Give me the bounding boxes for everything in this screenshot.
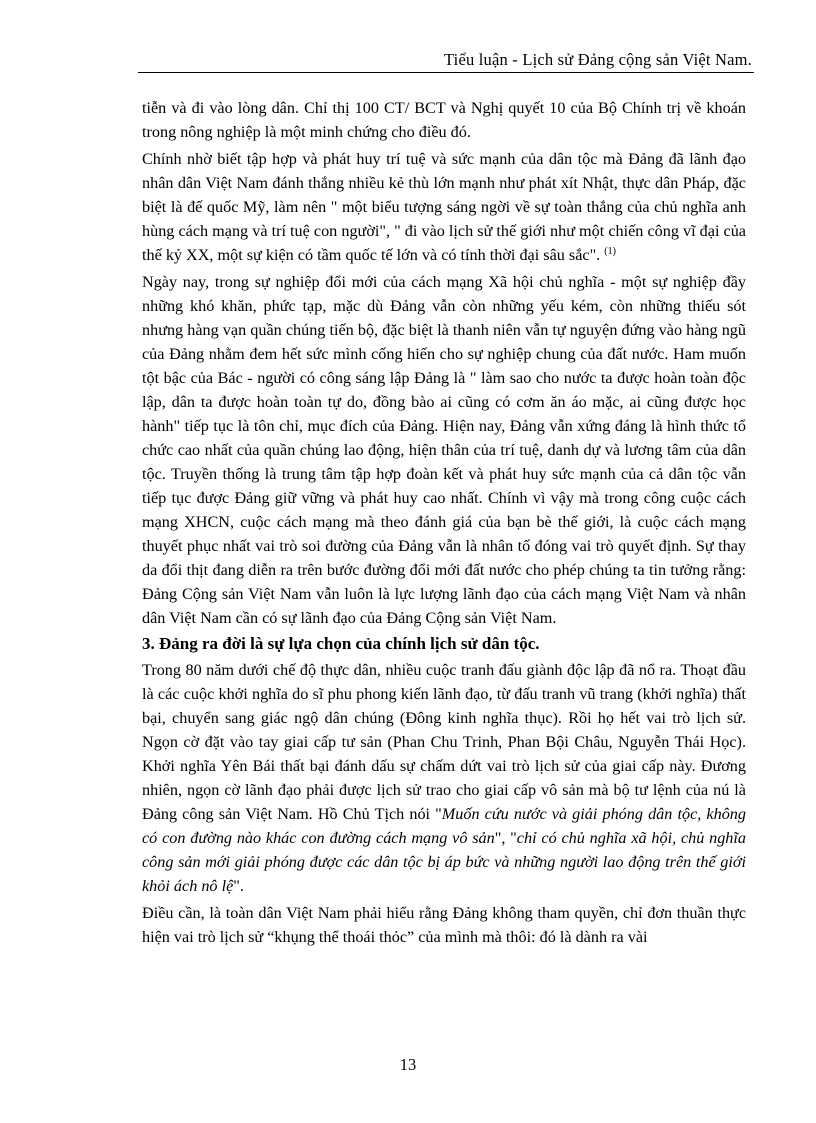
paragraph-1: tiễn và đi vào lòng dân. Chỉ thị 100 CT/ BCT và Nghị quyết 10 của Bộ Chính trị về khoán trong nông nghiệp là một minh chứng cho điều đó. [142,99,746,141]
paragraph-4: Trong 80 năm dưới chế độ thực dân, nhiều cuộc tranh đấu giành độc lập đã nổ ra. Thoạt đầu là các cuộc khởi nghĩa do sĩ phu phong kiến lãnh đạo, từ đấu tranh vũ trang (khởi nghĩa) thất bại, chuyển sang giác ngộ dân chúng (Đông kinh nghĩa thục). Rồi họ hết vai trò lịch sử. Ngọn cờ đặt vào tay giai cấp tư sản (Phan Chu Trinh, Phan Bội Châu, Nguyễn Thái Học). Khởi nghĩa Yên Bái thất bại đánh dấu sự chấm dứt vai trò lịch sử của giai cấp này. Đương nhiên, ngọn cờ lãnh đạo phải được lịch sử trao cho giai cấp vô sản mà bộ tư lệnh của nú là Đảng công sản Việt Nam. Hồ Chủ Tịch nói "Muốn cứu nước và giải phóng dân tộc, không có con đường nào khác con đường cách mạng vô sản", "chỉ có chủ nghĩa xã hội, chủ nghĩa công sản mới giải phóng được các dân tộc bị áp bức và những người lao động trên thế giới khỏi ách nô lệ". [142,661,746,895]
footnote-ref: (1) [604,246,616,257]
section-heading: 3. Đảng ra đời là sự lựa chọn của chính lịch sử dân tộc. [142,634,540,653]
paragraph-2: Chính nhờ biết tập hợp và phát huy trí tuệ và sức mạnh của dân tộc mà Đảng đã lãnh đạo nhân dân Việt Nam đánh thắng nhiều kẻ thù lớn mạnh như phát xít Nhật, thực dân Pháp, đặc biệt là đế quốc Mỹ, làm nên " một biểu tượng sáng ngời về sự toàn thắng của chủ nghĩa anh hùng cách mạng và trí tuệ con người", " đi vào lịch sử thế giới như một chiến công vĩ đại của thế kỷ XX, một sự kiện có tầm quốc tế lớn và có tính thời đại sâu sắc". $^{(1)}$ [142,150,746,264]
paragraph-3: Ngày nay, trong sự nghiệp đổi mới của cách mạng Xã hội chủ nghĩa - một sự nghiệp đầy những khó khăn, phức tạp, mặc dù Đảng vẫn còn những yếu kém, còn những thiếu sót nhưng hàng vạn quần chúng tiến bộ, đặc biệt là thanh niên vẫn tự nguyện đứng vào hàng ngũ của Đảng nhằm đem hết sức mình cống hiến cho sự nghiệp chung của đất nước. Ham muốn tột bậc của Bác - người có công sáng lập Đảng là " làm sao cho nước ta được hoàn toàn độc lập, dân ta được hoàn toàn tự do, đồng bào ai cũng có cơm ăn áo mặc, ai cũng được học hành" tiếp tục là tôn chỉ, mục đích của Đảng. Hiện nay, Đảng vẫn xứng đáng là hình thức tổ chức cao nhất của quần chúng lao động, hiện thân của trí tuệ, danh dự và lương tâm của dân tộc. Truyền thống là trung tâm tập hợp đoàn kết và phát huy sức mạnh của cả dân tộc vẫn tiếp tục được Đảng giữ vững và phát huy cao nhất. Chính vì vậy mà trong công cuộc cách mạng XHCN, cuộc cách mạng mà theo đánh giá của bạn bè thế giới, là cuộc cách mạng thuyết phục nhất vai trò soi đường của Đảng vẫn là nhân tố đóng vai trò quyết định. Sự thay da đổi thịt đang diễn ra trên bước đường đổi mới đất nước cho phép chúng ta tin tưởng rằng: Đảng Cộng sản Việt Nam vẫn luôn là lực lượng lãnh đạo của cách mạng Việt Nam và nhân dân Việt Nam cần có sự lãnh đạo của Đảng Cộng sản Việt Nam. [142,273,746,627]
running-header: Tiểu luận - Lịch sử Đảng cộng sản Việt Nam. [443,50,752,69]
header-rule [138,72,754,73]
quote-2: chỉ có chủ nghĩa xã hội, chủ nghĩa công sản mới giải phóng được các dân tộc bị áp bức và những người lao động trên thế giới khỏi ách nô lệ [142,829,746,895]
page-body [142,96,746,949]
quote-1: Muốn cứu nước và giải phóng dân tộc, không có con đường nào khác con đường cách mạng vô sản [142,805,746,847]
page-number: 13 [399,1055,417,1074]
paragraph-5: Điều cần, là toàn dân Việt Nam phải hiểu rằng Đảng không tham quyền, chỉ đơn thuần thực hiện vai trò lịch sử “khụng thể thoái thỏc” của mình mà thôi: đó là dành ra vài [142,904,746,946]
